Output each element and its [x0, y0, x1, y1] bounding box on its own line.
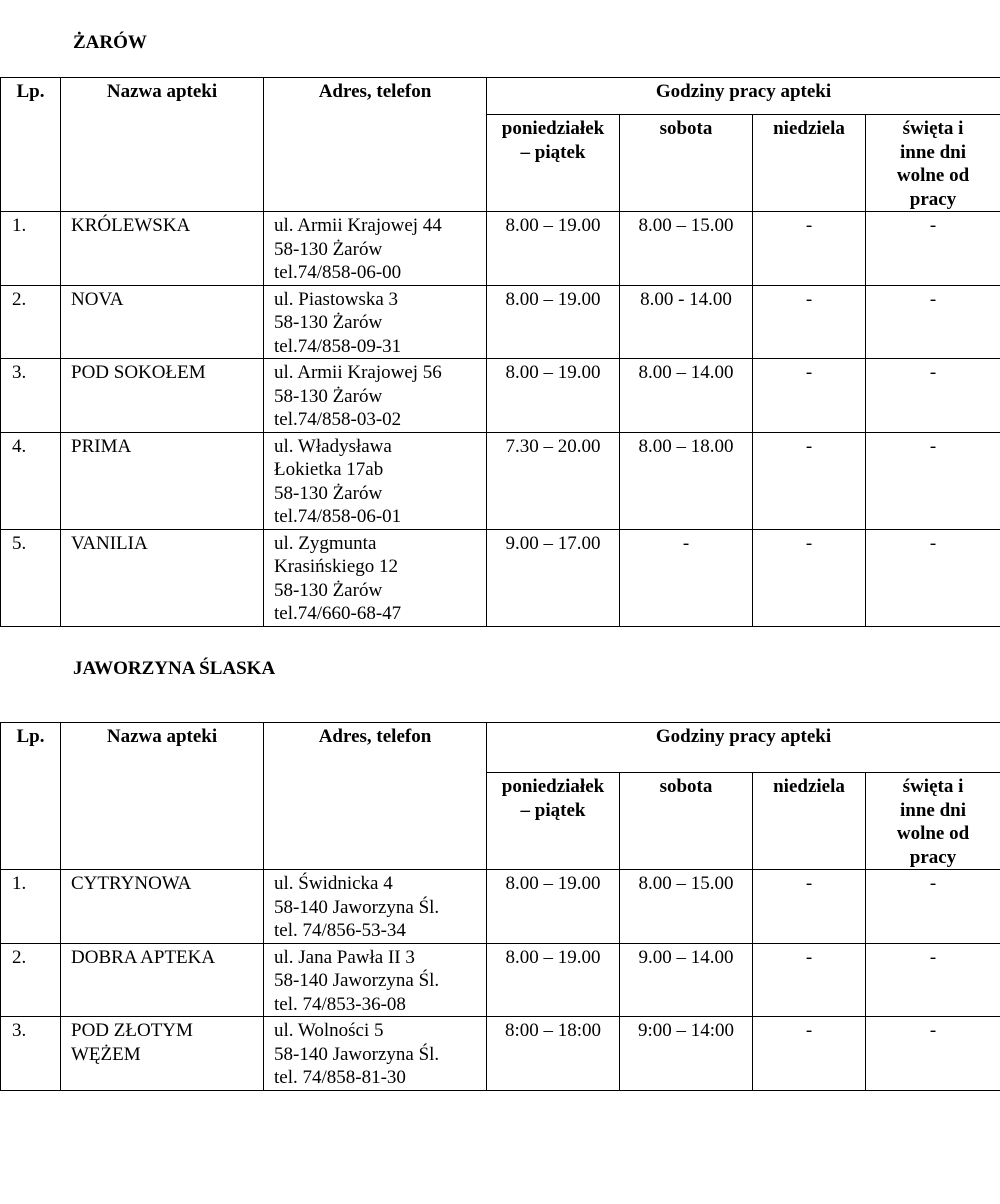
hours-saturday: 9:00 – 14:00 [620, 1017, 753, 1091]
hours-sunday: - [753, 432, 866, 529]
hours-weekdays: 8:00 – 18:00 [487, 1017, 620, 1091]
header-name: Nazwa apteki [61, 78, 264, 212]
hours-saturday: 8.00 – 14.00 [620, 359, 753, 433]
address-line: 58-130 Żarów [274, 579, 383, 601]
address-line: ul. Piastowska 3 [274, 288, 399, 310]
header-weekdays [487, 773, 620, 870]
pharmacy-table [0, 77, 1000, 627]
address-line: Łokietka 17ab [274, 459, 384, 480]
hours-sunday: - [753, 359, 866, 433]
table-row [1, 359, 1000, 433]
header-hours: Godziny pracy apteki [487, 78, 1000, 115]
header-lp: Lp. [1, 723, 61, 870]
hours-sunday: - [753, 943, 866, 1017]
row-number: 1. [1, 212, 61, 286]
address-line: tel.74/858-06-00 [274, 262, 402, 283]
address-line: tel.74/660-68-47 [274, 603, 402, 624]
table-row [1, 285, 1000, 359]
pharmacy-address [264, 359, 487, 433]
hours-weekdays: 8.00 – 19.00 [487, 285, 620, 359]
hours-weekdays: 7.30 – 20.00 [487, 432, 620, 529]
hours-sunday: - [753, 529, 866, 626]
pharmacy-name: VANILIA [61, 529, 264, 626]
header-weekdays-text: poniedziałek – piątek [501, 118, 605, 163]
address-line: 58-130 Żarów [274, 385, 383, 407]
address-line: tel. 74/858-81-30 [274, 1067, 406, 1088]
header-address: Adres, telefon [264, 78, 487, 212]
pharmacy-name: POD SOKOŁEM [61, 359, 264, 433]
table-row [1, 870, 1000, 944]
hours-weekdays: 8.00 – 19.00 [487, 870, 620, 944]
table-body [1, 870, 1000, 1091]
row-number: 2. [1, 285, 61, 359]
address-line: ul. Zygmunta [274, 532, 377, 554]
section-title: JAWORZYNA ŚLASKA [73, 658, 276, 679]
table-row [1, 212, 1000, 286]
header-weekdays-text: poniedziałek – piątek [501, 776, 605, 821]
row-number: 1. [1, 870, 61, 944]
address-line: ul. Wolności 5 [274, 1020, 384, 1041]
table-row [1, 529, 1000, 626]
hours-sunday: - [753, 285, 866, 359]
hours-saturday: 8.00 - 14.00 [620, 285, 753, 359]
hours-sunday: - [753, 870, 866, 944]
pharmacy-address [264, 943, 487, 1017]
address-line: 58-130 Żarów [274, 312, 383, 333]
hours-saturday: 8.00 – 15.00 [620, 870, 753, 944]
hours-weekdays: 8.00 – 19.00 [487, 212, 620, 286]
pharmacy-name: POD ZŁOTYM WĘŻEM [61, 1017, 264, 1091]
hours-holidays: - [866, 432, 1000, 529]
header-holidays [866, 115, 1000, 212]
hours-saturday: - [620, 529, 753, 626]
pharmacy-name: CYTRYNOWA [61, 870, 264, 944]
hours-holidays: - [866, 1017, 1000, 1091]
address-line: tel.74/858-03-02 [274, 409, 402, 430]
address-line: 58-140 Jaworzyna Śl. [274, 896, 440, 918]
address-line: tel. 74/856-53-34 [274, 920, 406, 941]
section-title: ŻARÓW [73, 32, 147, 53]
hours-saturday: 8.00 – 15.00 [620, 212, 753, 286]
address-line: 58-140 Jaworzyna Śl. [274, 970, 440, 991]
pharmacy-name: PRIMA [61, 432, 264, 529]
pharmacy-table [0, 722, 1000, 1091]
hours-holidays: - [866, 212, 1000, 286]
hours-weekdays: 8.00 – 19.00 [487, 943, 620, 1017]
pharmacy-name: DOBRA APTEKA [61, 943, 264, 1017]
table-row [1, 1017, 1000, 1091]
header-saturday: sobota [620, 115, 753, 212]
pharmacy-name: NOVA [61, 285, 264, 359]
hours-holidays: - [866, 943, 1000, 1017]
row-number: 3. [1, 359, 61, 433]
hours-holidays: - [866, 359, 1000, 433]
address-line: tel.74/858-09-31 [274, 335, 402, 357]
address-line: Krasińskiego 12 [274, 556, 399, 577]
address-line: ul. Świdnicka 4 [274, 873, 393, 894]
row-number: 4. [1, 432, 61, 529]
pharmacy-address [264, 870, 487, 944]
row-number: 3. [1, 1017, 61, 1091]
hours-sunday: - [753, 212, 866, 286]
header-sunday: niedziela [753, 115, 866, 212]
pharmacy-address [264, 212, 487, 286]
header-name: Nazwa apteki [61, 723, 264, 870]
table-row [1, 432, 1000, 529]
hours-weekdays: 9.00 – 17.00 [487, 529, 620, 626]
table-body [1, 212, 1000, 627]
address-line: 58-130 Żarów [274, 238, 383, 260]
header-holidays-text: święta i inne dni wolne od pracy [896, 776, 970, 868]
address-line: 58-140 Jaworzyna Śl. [274, 1043, 440, 1065]
pharmacy-address [264, 1017, 487, 1091]
row-number: 2. [1, 943, 61, 1017]
address-line: ul. Armii Krajowej 44 [274, 215, 442, 236]
header-weekdays [487, 115, 620, 212]
header-address: Adres, telefon [264, 723, 487, 870]
row-number: 5. [1, 529, 61, 626]
pharmacy-address [264, 529, 487, 626]
header-hours: Godziny pracy apteki [487, 723, 1000, 773]
header-holidays-text: święta i inne dni wolne od pracy [896, 118, 970, 210]
header-holidays [866, 773, 1000, 870]
table-row [1, 943, 1000, 1017]
address-line: ul. Armii Krajowej 56 [274, 362, 442, 383]
pharmacy-address [264, 432, 487, 529]
header-sunday: niedziela [753, 773, 866, 870]
hours-saturday: 9.00 – 14.00 [620, 943, 753, 1017]
address-line: tel. 74/853-36-08 [274, 993, 406, 1015]
pharmacy-address [264, 285, 487, 359]
address-line: tel.74/858-06-01 [274, 506, 402, 527]
address-line: 58-130 Żarów [274, 482, 383, 504]
address-line: ul. Jana Pawła II 3 [274, 946, 415, 968]
hours-sunday: - [753, 1017, 866, 1091]
hours-holidays: - [866, 529, 1000, 626]
hours-holidays: - [866, 285, 1000, 359]
header-saturday: sobota [620, 773, 753, 870]
address-line: ul. Władysława [274, 435, 392, 457]
hours-weekdays: 8.00 – 19.00 [487, 359, 620, 433]
header-lp: Lp. [1, 78, 61, 212]
hours-saturday: 8.00 – 18.00 [620, 432, 753, 529]
pharmacy-name: KRÓLEWSKA [61, 212, 264, 286]
hours-holidays: - [866, 870, 1000, 944]
